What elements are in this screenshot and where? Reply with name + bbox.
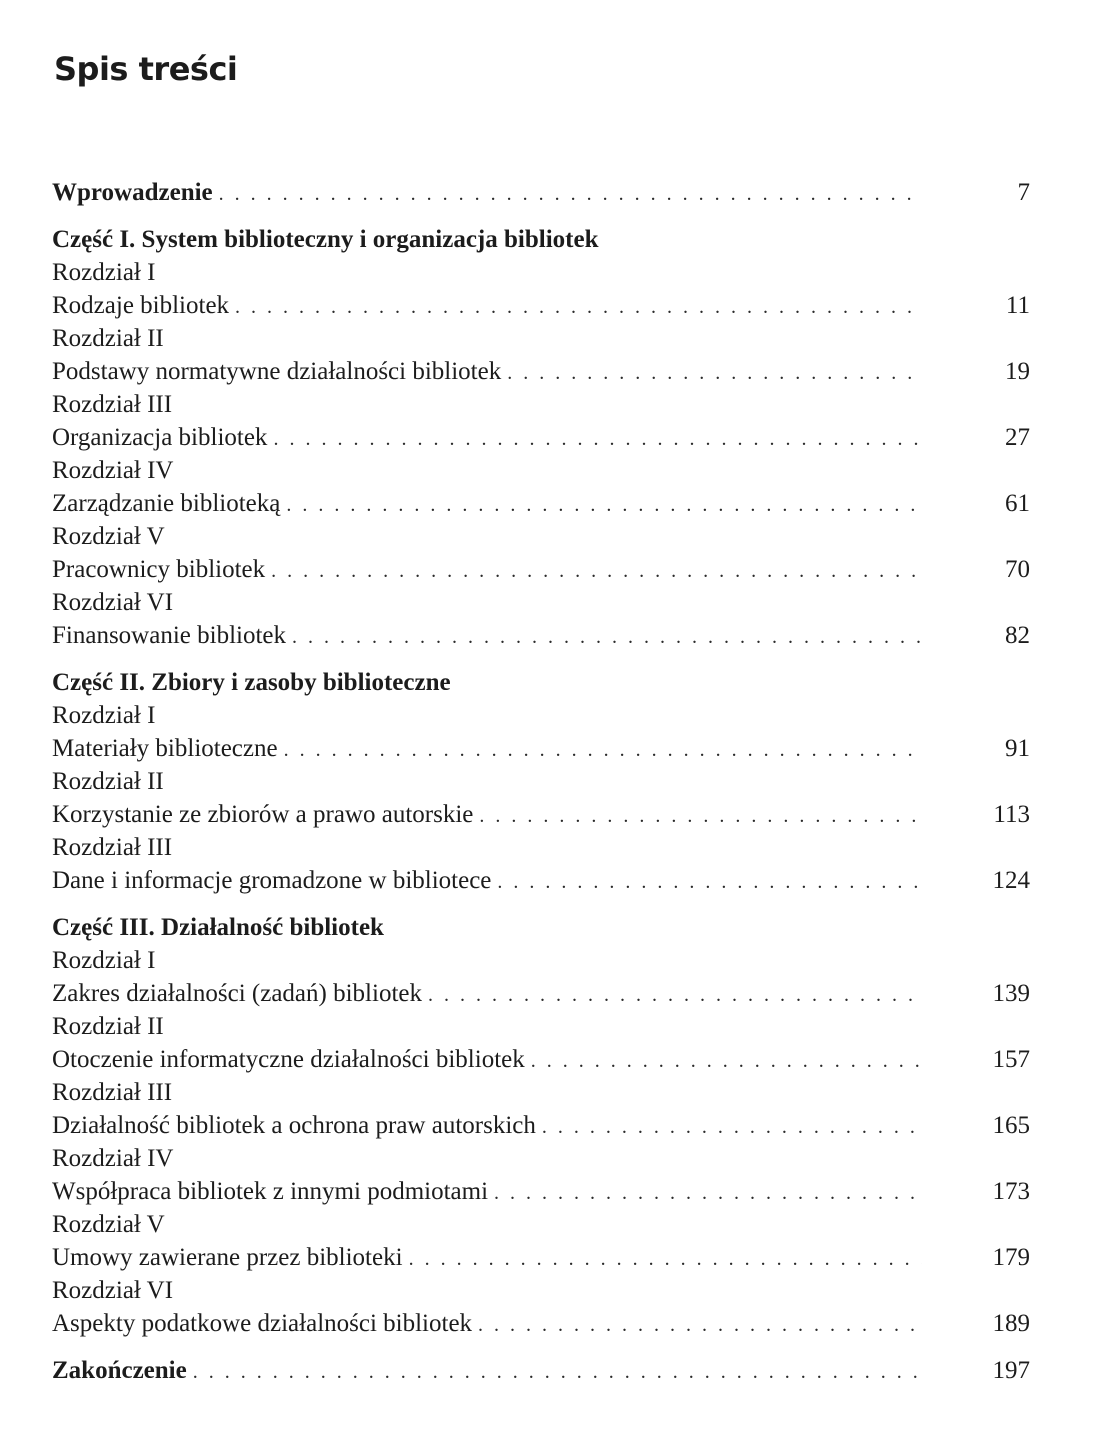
toc-entry-title: Umowy zawierane przez biblioteki: [52, 1244, 403, 1271]
toc-entry-title: Rodzaje bibliotek: [52, 292, 230, 319]
toc-entry-ending[interactable]: [52, 1354, 1032, 1387]
page-number: 113: [993, 801, 1030, 828]
page-number: 179: [992, 1244, 1030, 1271]
toc-entry[interactable]: [52, 619, 1032, 652]
page-number: 189: [992, 1310, 1030, 1337]
chapter-number: Rozdział II: [52, 1013, 164, 1040]
part-heading: Część I. System biblioteczny i organizacja bibliotek: [52, 226, 599, 253]
dot-leader: [219, 178, 922, 211]
dot-leader: [193, 1356, 922, 1389]
dot-leader: [271, 555, 922, 588]
toc-entry-title: Materiały biblioteczne: [52, 735, 278, 762]
toc-entry-title: Finansowanie bibliotek: [52, 622, 286, 649]
chapter-number: Rozdział III: [52, 391, 173, 418]
toc-entry[interactable]: [52, 487, 1032, 520]
chapter-number: Rozdział V: [52, 1211, 165, 1238]
toc-entry-title: Korzystanie ze zbiorów a prawo autorskie: [52, 801, 474, 828]
toc-entry[interactable]: [52, 1175, 1032, 1208]
toc-entry[interactable]: [52, 798, 1032, 831]
dot-leader: [409, 1243, 922, 1276]
dot-leader: [428, 979, 922, 1012]
chapter-number: Rozdział IV: [52, 457, 174, 484]
chapter-number: Rozdział II: [52, 768, 164, 795]
toc-entry-title: Zakres działalności (zadań) bibliotek: [52, 980, 422, 1007]
toc-entry-title: Zarządzanie biblioteką: [52, 490, 281, 517]
toc-entry-title: Otoczenie informatyczne działalności bibliotek: [52, 1046, 525, 1073]
chapter-number: Rozdział VI: [52, 1277, 174, 1304]
chapter-number: Rozdział VI: [52, 589, 174, 616]
toc-entry-intro[interactable]: [52, 176, 1032, 209]
chapter-number: Rozdział III: [52, 1079, 173, 1106]
toc-entry[interactable]: [52, 289, 1032, 322]
page-number: 82: [1005, 622, 1030, 649]
part-heading: Część II. Zbiory i zasoby biblioteczne: [52, 669, 451, 696]
dot-leader: [235, 291, 922, 324]
toc-entry-title: Współpraca bibliotek z innymi podmiotami: [52, 1178, 489, 1205]
toc-entry[interactable]: [52, 553, 1032, 586]
page-number: 124: [992, 867, 1030, 894]
chapter-number: Rozdział I: [52, 702, 156, 729]
part-section: [52, 911, 1032, 1340]
chapter-number: Rozdział IV: [52, 1145, 174, 1172]
chapter-number: Rozdział I: [52, 947, 156, 974]
page-number: 91: [1005, 735, 1030, 762]
toc-entry[interactable]: [52, 1307, 1032, 1340]
page-number: 27: [1005, 424, 1030, 451]
part-section: [52, 666, 1032, 897]
dot-leader: [286, 489, 922, 522]
part-heading: Część III. Działalność bibliotek: [52, 914, 384, 941]
dot-leader: [479, 800, 922, 833]
toc-entry[interactable]: [52, 1043, 1032, 1076]
dot-leader: [273, 423, 922, 456]
toc-entry-title: Działalność bibliotek a ochrona praw autorskich: [52, 1112, 536, 1139]
chapter-number: Rozdział III: [52, 834, 173, 861]
toc-entry[interactable]: [52, 732, 1032, 765]
part-section: [52, 223, 1032, 652]
chapter-number: Rozdział II: [52, 325, 164, 352]
table-of-contents: [52, 176, 1032, 1387]
toc-entry[interactable]: [52, 1109, 1032, 1142]
page-number: 7: [1017, 179, 1030, 206]
page-number: 173: [992, 1178, 1030, 1205]
page-number: 157: [992, 1046, 1030, 1073]
page-title: Spis treści: [54, 50, 238, 88]
dot-leader: [531, 1045, 922, 1078]
dot-leader: [542, 1111, 922, 1144]
dot-leader: [507, 357, 922, 390]
dot-leader: [478, 1309, 922, 1342]
toc-entry[interactable]: [52, 355, 1032, 388]
dot-leader: [292, 621, 922, 654]
chapter-number: Rozdział V: [52, 523, 165, 550]
page-number: 165: [992, 1112, 1030, 1139]
dot-leader: [497, 866, 922, 899]
dot-leader: [494, 1177, 922, 1210]
page-number: 70: [1005, 556, 1030, 583]
toc-entry[interactable]: [52, 1241, 1032, 1274]
page-number: 19: [1005, 358, 1030, 385]
toc-entry[interactable]: [52, 977, 1032, 1010]
toc-entry-title: Aspekty podatkowe działalności bibliotek: [52, 1310, 473, 1337]
page-number: 61: [1005, 490, 1030, 517]
toc-entry-title: Pracownicy bibliotek: [52, 556, 266, 583]
chapter-number: Rozdział I: [52, 259, 156, 286]
toc-entry-title: Zakończenie: [52, 1357, 187, 1384]
page-number: 11: [1005, 292, 1030, 319]
toc-entry[interactable]: [52, 864, 1032, 897]
toc-entry-title: Dane i informacje gromadzone w bibliotece: [52, 867, 492, 894]
toc-entry-title: Podstawy normatywne działalności bibliotek: [52, 358, 502, 385]
toc-entry-title: Wprowadzenie: [52, 179, 213, 206]
toc-entry[interactable]: [52, 421, 1032, 454]
page-number: 139: [992, 980, 1030, 1007]
toc-entry-title: Organizacja bibliotek: [52, 424, 268, 451]
page-number: 197: [992, 1357, 1030, 1384]
dot-leader: [284, 734, 922, 767]
